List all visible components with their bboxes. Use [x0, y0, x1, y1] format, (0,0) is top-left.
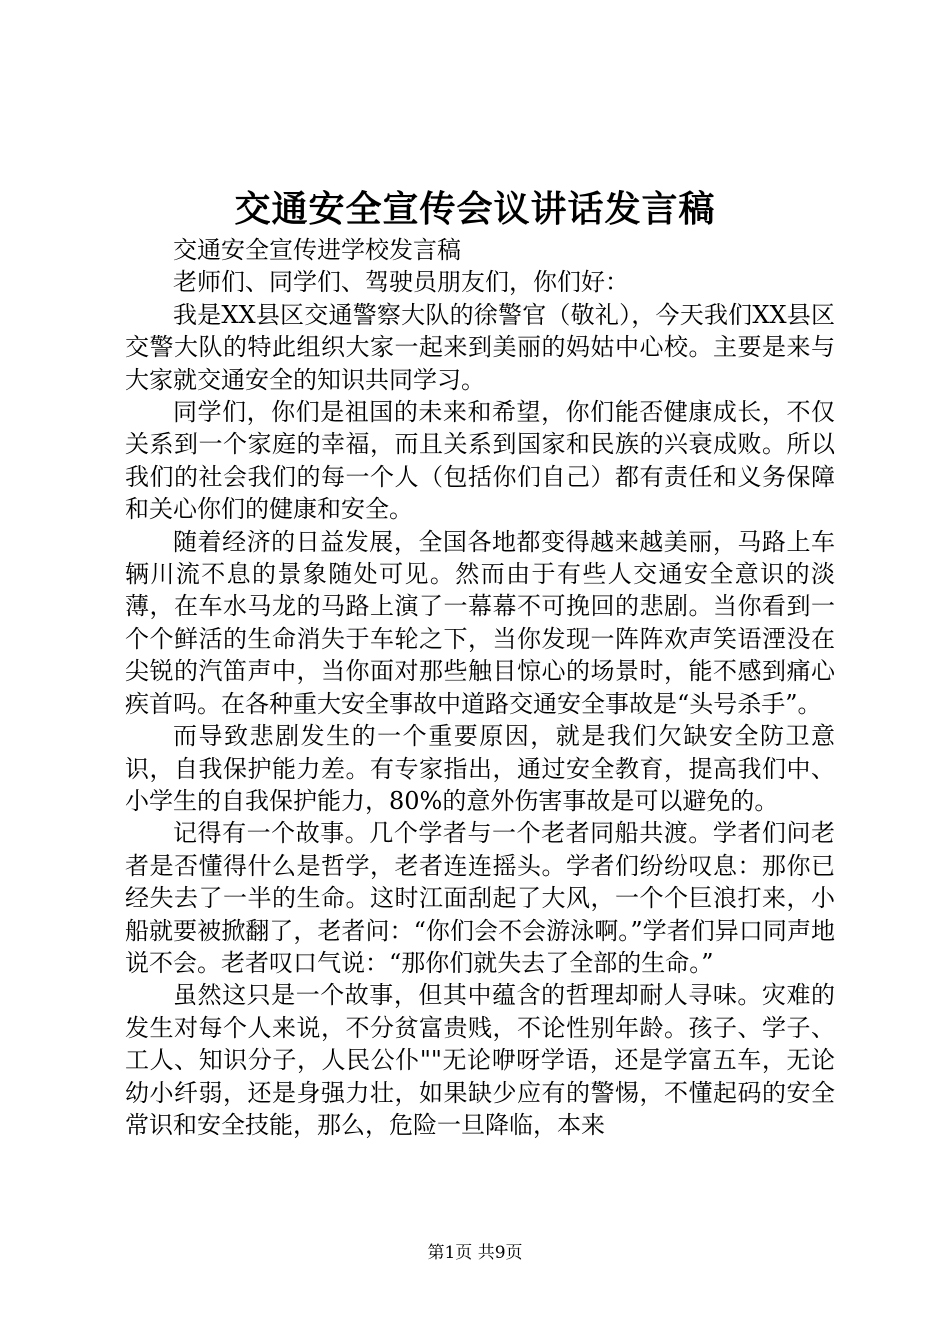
document-title: 交通安全宣传会议讲话发言稿 [234, 188, 716, 230]
paragraph: 记得有一个故事。几个学者与一个老者同船共渡。学者们问老者是否懂得什么是哲学，老者连连摇头。学者们纷纷叹息：那你已经失去了一半的生命。这时江面刮起了大风，一个个巨浪打来，小船就要被掀翻了，老者问：“你们会不会游泳啊。”学者们异口同声地说不会。老者叹口气说：“那你们就失去了全部的生命。” [125, 819, 835, 977]
document-body [125, 234, 835, 1141]
page-number-footer: 第1页 共9页 [427, 1243, 523, 1263]
paragraph: 同学们，你们是祖国的未来和希望，你们能否健康成长，不仅关系到一个家庭的幸福，而且关系到国家和民族的兴衰成败。所以我们的社会我们的每一个人（包括你们自己）都有责任和义务保障和关心你们的健康和安全。 [125, 398, 835, 524]
paragraph-subtitle: 交通安全宣传进学校发言稿 [173, 236, 461, 264]
paragraph: 虽然这只是一个故事，但其中蕴含的哲理却耐人寻味。灾难的发生对每个人来说，不分贫富贵贱，不论性别年龄。孩子、学子、工人、知识分子，人民公仆""无论咿呀学语，还是学富五车，无论幼小纤弱，还是身强力壮，如果缺少应有的警惕，不懂起码的安全常识和安全技能，那么，危险一旦降临，本来 [125, 981, 835, 1139]
paragraph: 随着经济的日益发展，全国各地都变得越来越美丽，马路上车辆川流不息的景象随处可见。然而由于有些人交通安全意识的淡薄，在车水马龙的马路上演了一幕幕不可挽回的悲剧。当你看到一个个鲜活的生命消失于车轮之下，当你发现一阵阵欢声笑语湮没在尖锐的汽笛声中，当你面对那些触目惊心的场景时，能不感到痛心疾首吗。在各种重大安全事故中道路交通安全事故是“头号杀手”。 [125, 527, 835, 718]
paragraph-greeting: 老师们、同学们、驾驶员朋友们，你们好： [173, 268, 629, 297]
paragraph: 而导致悲剧发生的一个重要原因，就是我们欠缺安全防卫意识，自我保护能力差。有专家指出，通过安全教育，提高我们中、小学生的自我保护能力，80%的意外伤害事故是可以避免的。 [125, 722, 835, 815]
paragraph: 我是XX县区交通警察大队的徐警官（敬礼），今天我们XX县区交警大队的特此组织大家一起来到美丽的妈姑中心校。主要是来与大家就交通安全的知识共同学习。 [125, 300, 835, 394]
